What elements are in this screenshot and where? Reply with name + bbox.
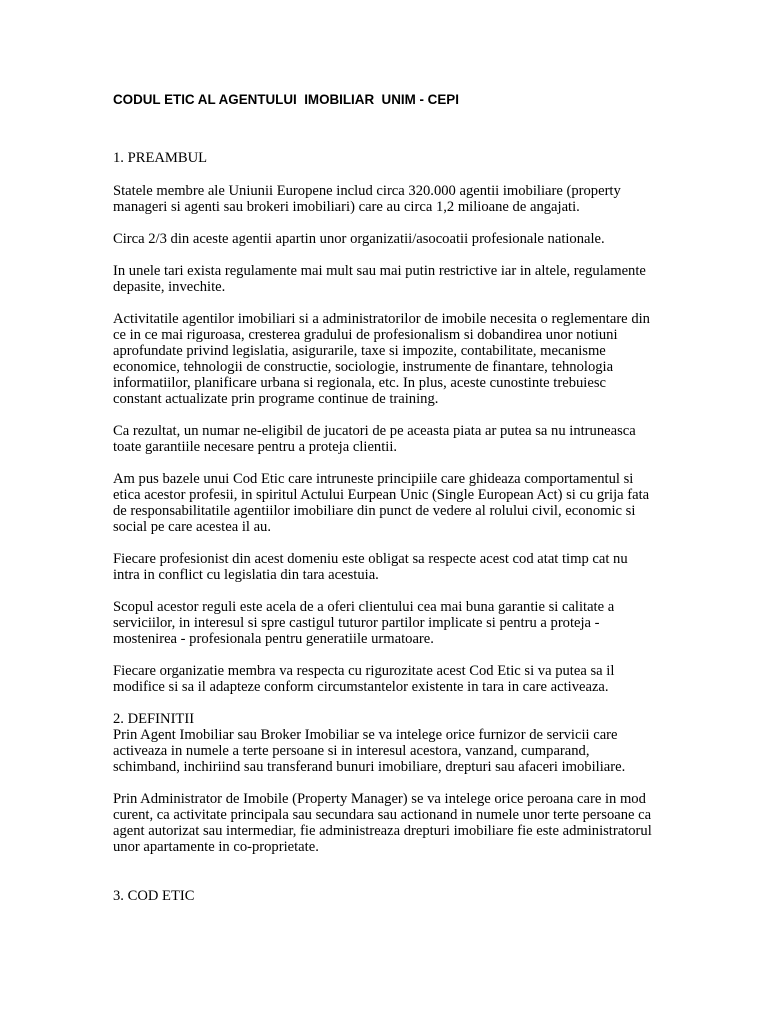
- paragraph: Statele membre ale Uniunii Europene includ circa 320.000 agentii imobiliare (property manageri si agenti sau brokeri imobiliari) care au circa 1,2 milioane de angajati.: [113, 183, 621, 215]
- document-body: [113, 150, 658, 904]
- paragraph: Fiecare organizatie membra va respecta cu rigurozitate acest Cod Etic si va putea sa il modifice si sa il adapteze conform circumstantelor existente in tara in care activeaza.: [113, 663, 615, 695]
- section-cod-etic: [113, 888, 658, 904]
- paragraph: Fiecare profesionist din acest domeniu este obligat sa respecte acest cod atat timp cat nu intra in conflict cu legislatia din tara acestuia.: [113, 551, 628, 583]
- paragraph: Ca rezultat, un numar ne-eligibil de jucatori de pe aceasta piata ar putea sa nu intruneasca toate garantiile necesare pentru a proteja clientii.: [113, 423, 636, 455]
- section-definitii: [113, 711, 658, 855]
- document-title: CODUL ETIC AL AGENTULUI IMOBILIAR UNIM - CEPI: [113, 92, 459, 107]
- section-preambul: [113, 150, 658, 695]
- paragraph: Circa 2/3 din aceste agentii apartin unor organizatii/asocoatii profesionale nationale.: [113, 231, 605, 247]
- paragraph: Prin Agent Imobiliar sau Broker Imobiliar se va intelege orice furnizor de servicii care activeaza in numele a terte persoane si in interesul acestora, vanzand, cumparand, schimband, inchiriind sau transferand bunuri imobiliare, drepturi sau afaceri imobiliare.: [113, 727, 626, 775]
- section-heading: 3. COD ETIC: [113, 888, 195, 904]
- paragraph: Am pus bazele unui Cod Etic care intruneste principiile care ghideaza comportamentul si etica acestor profesii, in spiritul Actului Eurpean Unic (Single European Act) si cu grija fata de responsabilitatile agentiilor imobiliare din punct de vedere al rolului civil, economic si social pe care acestea il au.: [113, 471, 650, 535]
- section-heading: 2. DEFINITII: [113, 711, 195, 727]
- section-heading: 1. PREAMBUL: [113, 150, 208, 166]
- paragraph: Activitatile agentilor imobiliari si a administratorilor de imobile necesita o reglementare din ce in ce mai riguroasa, cresterea gradului de profesionalism si dobandirea unor notiuni aprofundate privind legislatia, asigurarile, taxe si impozite, contabilitate, mecanisme economice, tehnologii de constructie, sociologie, instrumente de finantare, tehnologia informatiilor, planificare urbana si regionala, etc. In plus, aceste cunostinte trebuiesc constant actualizate prin programe continue de training.: [113, 311, 650, 407]
- paragraph: Scopul acestor reguli este acela de a oferi clientului cea mai buna garantie si calitate a serviciilor, in interesul si spre castigul tuturor partilor implicate si pentru a proteja - mostenirea - profesionala pentru generatiile urmatoare.: [113, 599, 615, 647]
- paragraph: Prin Administrator de Imobile (Property Manager) se va intelege orice peroana care in mod curent, ca activitate principala sau secundara sau actionand in numele unor terte persoane ca agent autorizat sau intermediar, fie administreaza drepturi imobiliare fie este administratorul unor apartamente in co-proprietate.: [113, 791, 652, 855]
- paragraph: In unele tari exista regulamente mai mult sau mai putin restrictive iar in altele, regulamente depasite, invechite.: [113, 263, 646, 295]
